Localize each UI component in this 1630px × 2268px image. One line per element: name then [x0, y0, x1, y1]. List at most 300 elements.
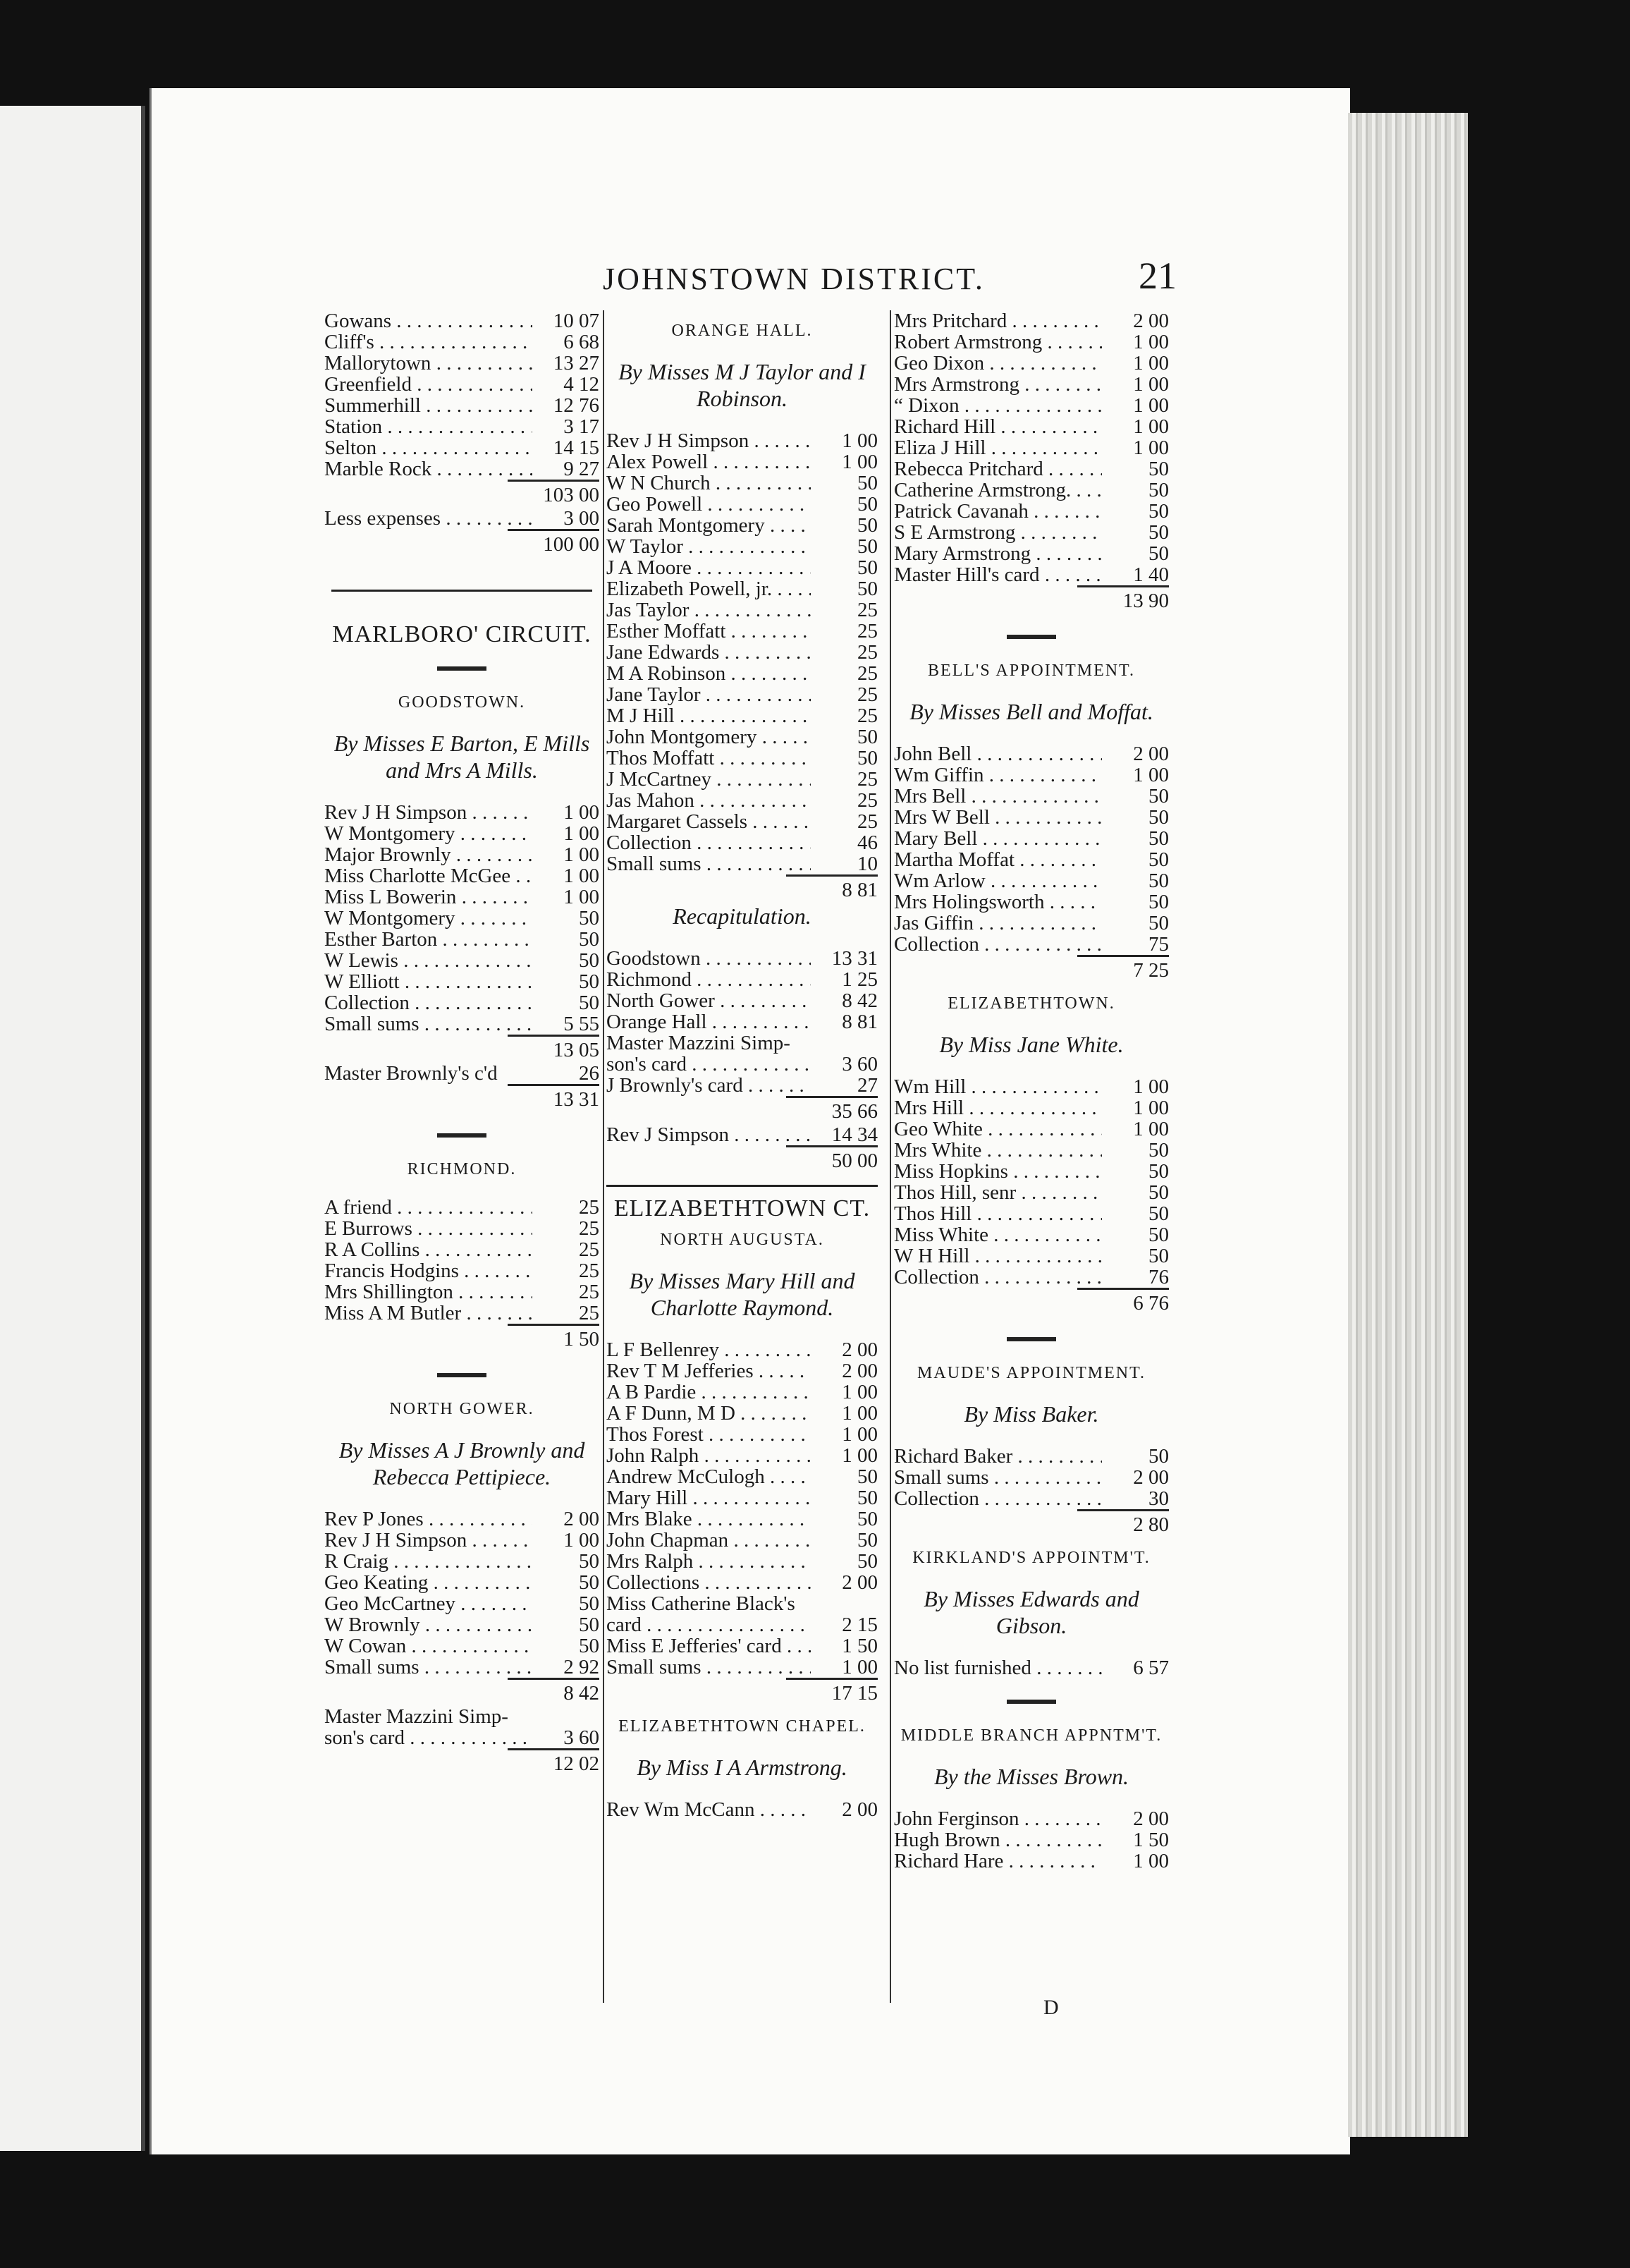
- entry-amount: 10: [857, 853, 878, 875]
- entry-amount: 50: [1148, 1445, 1169, 1468]
- entry-amount: 2 00: [1133, 1466, 1169, 1489]
- entry-name: Marble Rock . . .: [324, 458, 532, 480]
- entry-name: Geo White . . .: [894, 1118, 1102, 1140]
- entry-row: [324, 823, 599, 844]
- entry-amount: 50: [857, 493, 878, 516]
- entry-name: son's card . . .: [324, 1727, 532, 1748]
- entry-row: [606, 1403, 878, 1424]
- entry-name: Master Hill's card . . .: [894, 564, 1102, 585]
- entry-amount: 14 15: [553, 437, 599, 459]
- entry-row: [606, 1593, 878, 1614]
- entry-amount: 2 00: [1133, 743, 1169, 765]
- subtotal-amount: 1 50: [508, 1324, 599, 1352]
- entry-row: [606, 515, 878, 536]
- entry-amount: 27: [857, 1074, 878, 1097]
- entry-row: [606, 1424, 878, 1445]
- entry-name: Orange Hall . . .: [606, 1011, 811, 1032]
- entry-amount: 1 00: [842, 451, 878, 473]
- entry-row: [606, 1530, 878, 1551]
- entry-row: [606, 969, 878, 990]
- entry-row: [324, 865, 599, 886]
- entry-name: Miss Catherine Black's: [606, 1593, 795, 1614]
- entry-name: Richard Hill . . .: [894, 416, 1102, 437]
- circuit-heading: MARLBORO' CIRCUIT.: [332, 621, 592, 647]
- entry-row: [894, 1245, 1169, 1267]
- entry-row: [894, 1657, 1169, 1678]
- entry-row: [894, 416, 1169, 437]
- entry-name: Thos Moffatt . . .: [606, 748, 811, 769]
- entry-row: [324, 310, 599, 331]
- entry-row: [606, 1075, 878, 1096]
- entry-name: M J Hill . . .: [606, 705, 811, 726]
- entry-name: Miss A M Butler . . .: [324, 1303, 532, 1324]
- entry-row: [606, 642, 878, 663]
- entry-amount: 1 00: [1133, 415, 1169, 438]
- entry-row: [894, 564, 1169, 585]
- entry-row: [606, 1508, 878, 1530]
- entry-row: [606, 494, 878, 515]
- appointment-heading: NORTH GOWER.: [389, 1400, 534, 1418]
- entry-amount: 50: [579, 1592, 599, 1615]
- entry-name: J A Moore . . .: [606, 557, 811, 578]
- entry-name: Mrs White . . .: [894, 1140, 1102, 1161]
- entry-amount: 25: [857, 789, 878, 812]
- subtotal: [894, 955, 1169, 983]
- entry-row: [894, 1446, 1169, 1467]
- entry-name: Miss Charlotte McGee . . .: [324, 865, 532, 886]
- entry-row: [324, 1593, 599, 1614]
- subtotal-amount: 13 31: [508, 1084, 599, 1112]
- entry-row: [894, 1829, 1169, 1851]
- entry-row: [606, 1551, 878, 1572]
- entry-amount: 25: [579, 1281, 599, 1303]
- entry-row: [894, 1224, 1169, 1245]
- appointment-heading: ORANGE HALL.: [671, 322, 813, 340]
- subtotal: [894, 585, 1169, 614]
- entry-amount: 1 00: [842, 1402, 878, 1425]
- entry-row: [606, 769, 878, 790]
- entry-name: Small sums . . .: [606, 1657, 811, 1678]
- entry-row: [324, 395, 599, 416]
- collectors-line: By Misses Mary Hill and Charlotte Raymond.: [629, 1268, 855, 1320]
- entry-row: [324, 1727, 599, 1748]
- entry-name: Mrs Bell . . .: [894, 786, 1102, 807]
- entry-amount: 1 00: [1133, 764, 1169, 786]
- entry-name: Geo Powell . . .: [606, 494, 811, 515]
- entry-row: [894, 743, 1169, 764]
- entry-row: [324, 508, 599, 529]
- column-middle: [606, 310, 878, 1820]
- appointment-heading: RICHMOND.: [407, 1160, 517, 1178]
- short-dash-separator: [437, 1373, 486, 1377]
- entry-amount: 25: [579, 1302, 599, 1324]
- entry-row: [894, 522, 1169, 543]
- entry-name: Small sums . . .: [606, 853, 811, 874]
- entry-name: W Cowan . . .: [324, 1635, 532, 1657]
- entry-name: Goodstown . . .: [606, 948, 811, 969]
- entry-name: Mary Hill . . .: [606, 1487, 811, 1508]
- subtotal-amount: 17 15: [786, 1678, 878, 1706]
- entry-amount: 50: [1148, 500, 1169, 523]
- entry-name: Eliza J Hill . . .: [894, 437, 1102, 458]
- entry-name: Jas Taylor . . .: [606, 599, 811, 621]
- entry-amount: 50: [1148, 912, 1169, 934]
- entry-amount: 1 00: [842, 1381, 878, 1403]
- entry-row: [606, 663, 878, 684]
- entry-row: [894, 1140, 1169, 1161]
- subtotal: [894, 1288, 1169, 1316]
- entry-amount: 9 27: [563, 458, 599, 480]
- collectors-line: By Misses A J Brownly and Rebecca Pettipiece.: [338, 1437, 585, 1489]
- entry-row: [606, 1466, 878, 1487]
- entry-row: [324, 908, 599, 929]
- entry-amount: [811, 1032, 878, 1054]
- entry-row: [606, 578, 878, 599]
- entry-row: [606, 948, 878, 969]
- entry-name: Major Brownly . . .: [324, 844, 532, 865]
- entry-row: [606, 472, 878, 494]
- appointment-heading: NORTH AUGUSTA.: [660, 1231, 824, 1249]
- appointment-heading: ELIZABETHTOWN CHAPEL.: [618, 1717, 866, 1736]
- entry-row: [606, 557, 878, 578]
- entry-name: J McCartney . . .: [606, 769, 811, 790]
- entry-name: W Montgomery . . .: [324, 823, 532, 844]
- appointment-heading: MIDDLE BRANCH APPNTM'T.: [900, 1726, 1163, 1745]
- entry-row: [606, 853, 878, 874]
- column-right: [894, 310, 1169, 1872]
- entry-row: [324, 1013, 599, 1035]
- entry-amount: 50: [579, 907, 599, 929]
- entry-amount: 50: [857, 578, 878, 600]
- entry-amount: 50: [1148, 1160, 1169, 1183]
- entry-row: [324, 1706, 599, 1727]
- collectors-line: Recapitulation.: [673, 903, 811, 929]
- entry-amount: 25: [857, 599, 878, 621]
- entry-row: [606, 1614, 878, 1635]
- entry-amount: 50: [579, 1571, 599, 1594]
- entry-row: [324, 971, 599, 992]
- entry-amount: 25: [857, 620, 878, 642]
- entry-row: [324, 1635, 599, 1657]
- entry-amount: 3 00: [563, 507, 599, 530]
- entry-name: Wm Arlow . . .: [894, 870, 1102, 891]
- entry-amount: 1 00: [1133, 373, 1169, 396]
- entry-row: [324, 1530, 599, 1551]
- entry-row: [606, 1487, 878, 1508]
- circuit-heading: ELIZABETHTOWN CT.: [613, 1195, 871, 1221]
- entry-name: John Chapman . . .: [606, 1530, 811, 1551]
- entry-row: [894, 1467, 1169, 1488]
- subtotal-amount: 8 81: [786, 874, 878, 903]
- short-dash-separator: [1007, 635, 1056, 639]
- entry-amount: 1 00: [563, 886, 599, 908]
- entry-amount: 25: [579, 1196, 599, 1219]
- entry-amount: 8 81: [842, 1011, 878, 1033]
- entry-amount: 1 25: [842, 968, 878, 991]
- subtotal-amount: 12 02: [508, 1748, 599, 1776]
- subtotal-amount: 2 80: [1077, 1509, 1169, 1537]
- entry-name: S E Armstrong . . .: [894, 522, 1102, 543]
- entry-name: Wm Hill . . .: [894, 1076, 1102, 1097]
- entry-name: Rev P Jones . . .: [324, 1508, 532, 1530]
- entry-name: Master Brownly's c'd: [324, 1063, 498, 1084]
- entry-name: Summerhill . . .: [324, 395, 532, 416]
- entry-amount: 26: [579, 1062, 599, 1085]
- entry-name: Mrs Armstrong . . .: [894, 374, 1102, 395]
- short-dash-separator: [1007, 1337, 1056, 1341]
- entry-row: [606, 748, 878, 769]
- entry-name: W Taylor . . .: [606, 536, 811, 557]
- entry-name: Geo Dixon . . .: [894, 353, 1102, 374]
- entry-name: Margaret Cassels . . .: [606, 811, 811, 832]
- entry-row: [324, 1303, 599, 1324]
- subtotal: [606, 1678, 878, 1706]
- entry-row: [324, 1657, 599, 1678]
- entry-amount: 46: [857, 831, 878, 854]
- column-divider: [890, 310, 891, 2003]
- entry-row: [606, 1339, 878, 1360]
- entry-name: Richard Baker . . .: [894, 1446, 1102, 1467]
- entry-amount: 2 00: [842, 1339, 878, 1361]
- entry-amount: 13 27: [553, 352, 599, 374]
- subtotal-amount: 7 25: [1077, 955, 1169, 983]
- entry-name: Jas Mahon . . .: [606, 790, 811, 811]
- entry-amount: 25: [579, 1260, 599, 1282]
- entry-row: [894, 1161, 1169, 1182]
- entry-name: No list furnished . . .: [894, 1657, 1102, 1678]
- entry-amount: 50: [1148, 785, 1169, 807]
- entry-amount: 1 00: [563, 822, 599, 845]
- entry-row: [894, 1267, 1169, 1288]
- entry-name: Robert Armstrong . . .: [894, 331, 1102, 353]
- subtotal: [324, 1678, 599, 1706]
- entry-row: [606, 1635, 878, 1657]
- collectors-line: By Misses E Barton, E Mills and Mrs A Mills.: [333, 731, 590, 783]
- entry-row: [894, 1076, 1169, 1097]
- entry-row: [894, 458, 1169, 480]
- entry-name: Small sums . . .: [324, 1657, 532, 1678]
- entry-row: [606, 811, 878, 832]
- column-left: [324, 310, 599, 1776]
- entry-amount: 3 17: [563, 415, 599, 438]
- entry-row: [894, 437, 1169, 458]
- page-number: 21: [1139, 255, 1177, 297]
- entry-amount: 25: [857, 683, 878, 706]
- entry-row: [894, 934, 1169, 955]
- entry-amount: 25: [857, 662, 878, 685]
- entry-amount: 1 00: [1133, 331, 1169, 353]
- entry-amount: 50: [1148, 521, 1169, 544]
- entry-name: Miss Hopkins . . .: [894, 1161, 1102, 1182]
- subtotal-amount: 100 00: [508, 529, 599, 557]
- entry-amount: 25: [857, 768, 878, 791]
- entry-row: [606, 705, 878, 726]
- entry-amount: 25: [857, 810, 878, 833]
- entry-amount: 50: [857, 1465, 878, 1488]
- entry-name: Cliff's . . .: [324, 331, 532, 353]
- entry-name: Collections . . .: [606, 1572, 811, 1593]
- appointment-heading: MAUDE'S APPOINTMENT.: [917, 1364, 1146, 1382]
- previous-page-edge: [0, 106, 145, 2151]
- entry-name: E Burrows . . .: [324, 1218, 532, 1239]
- entry-row: [324, 416, 599, 437]
- entry-amount: 25: [857, 641, 878, 664]
- entry-name: Thos Hill, senr . . .: [894, 1182, 1102, 1203]
- entry-name: Rev J Simpson . . .: [606, 1124, 811, 1145]
- entry-name: Rebecca Pritchard . . .: [894, 458, 1102, 480]
- entry-row: [606, 684, 878, 705]
- entry-name: L F Bellenrey . . .: [606, 1339, 811, 1360]
- subtotal: [894, 1509, 1169, 1537]
- entry-name: “ Dixon . . .: [894, 395, 1102, 416]
- entry-name: Richmond . . .: [606, 969, 811, 990]
- entry-name: M A Robinson . . .: [606, 663, 811, 684]
- entry-amount: 1 00: [1133, 1118, 1169, 1140]
- subtotal: [324, 480, 599, 508]
- entry-name: Miss White . . .: [894, 1224, 1102, 1245]
- entry-row: [324, 1260, 599, 1281]
- entry-row: [894, 807, 1169, 828]
- entry-row: [894, 786, 1169, 807]
- entry-amount: 10 07: [553, 310, 599, 332]
- entry-name: R Craig . . .: [324, 1551, 532, 1572]
- entry-row: [324, 1572, 599, 1593]
- entry-amount: 50: [579, 992, 599, 1014]
- entry-row: [606, 621, 878, 642]
- entry-name: Thos Hill . . .: [894, 1203, 1102, 1224]
- entry-amount: 5 55: [563, 1013, 599, 1035]
- entry-amount: 1 00: [563, 865, 599, 887]
- entry-row: [324, 1197, 599, 1218]
- entry-name: A B Pardie . . .: [606, 1382, 811, 1403]
- entry-name: Geo McCartney . . .: [324, 1593, 532, 1614]
- entry-name: Collection . . .: [606, 832, 811, 853]
- entry-row: [606, 832, 878, 853]
- entry-row: [606, 1445, 878, 1466]
- entry-amount: 50: [857, 1508, 878, 1530]
- entry-name: Mallorytown . . .: [324, 353, 532, 374]
- entry-name: Andrew McCulogh . . .: [606, 1466, 811, 1487]
- entry-amount: 50: [1148, 1139, 1169, 1162]
- entry-name: Jas Giffin . . .: [894, 913, 1102, 934]
- entry-row: [324, 950, 599, 971]
- entry-row: [606, 430, 878, 451]
- entry-row: [894, 1203, 1169, 1224]
- entry-name: Rev J H Simpson . . .: [324, 1530, 532, 1551]
- entry-name: Mrs Shillington . . .: [324, 1281, 532, 1303]
- entry-name: Selton . . .: [324, 437, 532, 458]
- entry-name: Less expenses . . .: [324, 508, 532, 529]
- entry-amount: 3 60: [563, 1726, 599, 1749]
- entry-amount: 50: [857, 556, 878, 579]
- entry-name: Mary Bell . . .: [894, 828, 1102, 849]
- entry-name: Hugh Brown . . .: [894, 1829, 1102, 1851]
- entry-amount: 50: [1148, 891, 1169, 913]
- entry-amount: 8 42: [842, 989, 878, 1012]
- entry-row: [894, 1097, 1169, 1118]
- entry-name: Collection . . .: [894, 1267, 1102, 1288]
- subtotal: [606, 1096, 878, 1124]
- entry-name: Alex Powell . . .: [606, 451, 811, 472]
- entry-name: W H Hill . . .: [894, 1245, 1102, 1267]
- subtotal: [324, 1748, 599, 1776]
- entry-amount: 50: [1148, 848, 1169, 871]
- entry-name: A F Dunn, M D . . .: [606, 1403, 811, 1424]
- entry-amount: 1 00: [563, 801, 599, 824]
- entry-name: Elizabeth Powell, jr. . . .: [606, 578, 811, 599]
- entry-name: Francis Hodgins . . .: [324, 1260, 532, 1281]
- entry-amount: 75: [1148, 933, 1169, 956]
- entry-name: Mrs Holingsworth . . .: [894, 891, 1102, 913]
- entry-name: Small sums . . .: [324, 1013, 532, 1035]
- entry-name: Catherine Armstrong. . . .: [894, 480, 1102, 501]
- entry-row: [606, 1011, 878, 1032]
- subtotal: [324, 1324, 599, 1352]
- entry-row: [606, 1032, 878, 1054]
- entry-name: Jane Edwards . . .: [606, 642, 811, 663]
- entry-amount: 13 31: [831, 947, 878, 970]
- entry-amount: 1 00: [1133, 1075, 1169, 1098]
- entry-name: Rev Wm McCann . . .: [606, 1799, 811, 1820]
- entry-name: Sarah Montgomery . . .: [606, 515, 811, 536]
- short-dash-separator: [437, 1133, 486, 1138]
- entry-amount: 30: [1148, 1487, 1169, 1510]
- entry-name: card . . .: [606, 1614, 811, 1635]
- entry-row: [324, 1239, 599, 1260]
- entry-row: [324, 1281, 599, 1303]
- entry-amount: 50: [1148, 479, 1169, 501]
- short-dash-separator: [437, 666, 486, 671]
- entry-amount: 50: [579, 949, 599, 972]
- entry-amount: 1 00: [1133, 352, 1169, 374]
- entry-amount: 2 00: [842, 1571, 878, 1594]
- entry-name: W N Church . . .: [606, 472, 811, 494]
- collectors-line: By Misses Bell and Moffat.: [909, 699, 1153, 724]
- entry-name: John Ferginson . . .: [894, 1808, 1102, 1829]
- entry-amount: 2 00: [842, 1798, 878, 1821]
- column-divider: [603, 310, 604, 2003]
- page-header: JOHNSTOWN DISTRICT.: [603, 262, 985, 296]
- entry-amount: 6 68: [563, 331, 599, 353]
- entry-name: Rev T M Jefferies . . .: [606, 1360, 811, 1382]
- entry-row: [324, 1614, 599, 1635]
- entry-row: [324, 886, 599, 908]
- entry-row: [606, 1799, 878, 1820]
- subtotal-amount: 13 05: [508, 1035, 599, 1063]
- entry-amount: 50: [1148, 1181, 1169, 1204]
- entry-row: [324, 1218, 599, 1239]
- entry-amount: 14 34: [831, 1123, 878, 1146]
- entry-name: R A Collins . . .: [324, 1239, 532, 1260]
- entry-amount: 50: [1148, 542, 1169, 565]
- entry-name: W Brownly . . .: [324, 1614, 532, 1635]
- collectors-line: By Misses Edwards and Gibson.: [924, 1586, 1139, 1638]
- subtotal: [324, 529, 599, 557]
- subtotal-amount: 50 00: [786, 1145, 878, 1173]
- entry-row: [324, 802, 599, 823]
- entry-amount: 50: [857, 1487, 878, 1509]
- entry-amount: 50: [857, 535, 878, 558]
- entry-row: [324, 1508, 599, 1530]
- entry-amount: 50: [579, 928, 599, 951]
- entry-amount: 1 00: [842, 1444, 878, 1467]
- entry-amount: 50: [579, 1635, 599, 1657]
- entry-amount: 1 50: [842, 1635, 878, 1657]
- entry-amount: 2 15: [842, 1614, 878, 1636]
- subtotal: [606, 874, 878, 903]
- entry-row: [894, 480, 1169, 501]
- entry-amount: 1 00: [842, 1423, 878, 1446]
